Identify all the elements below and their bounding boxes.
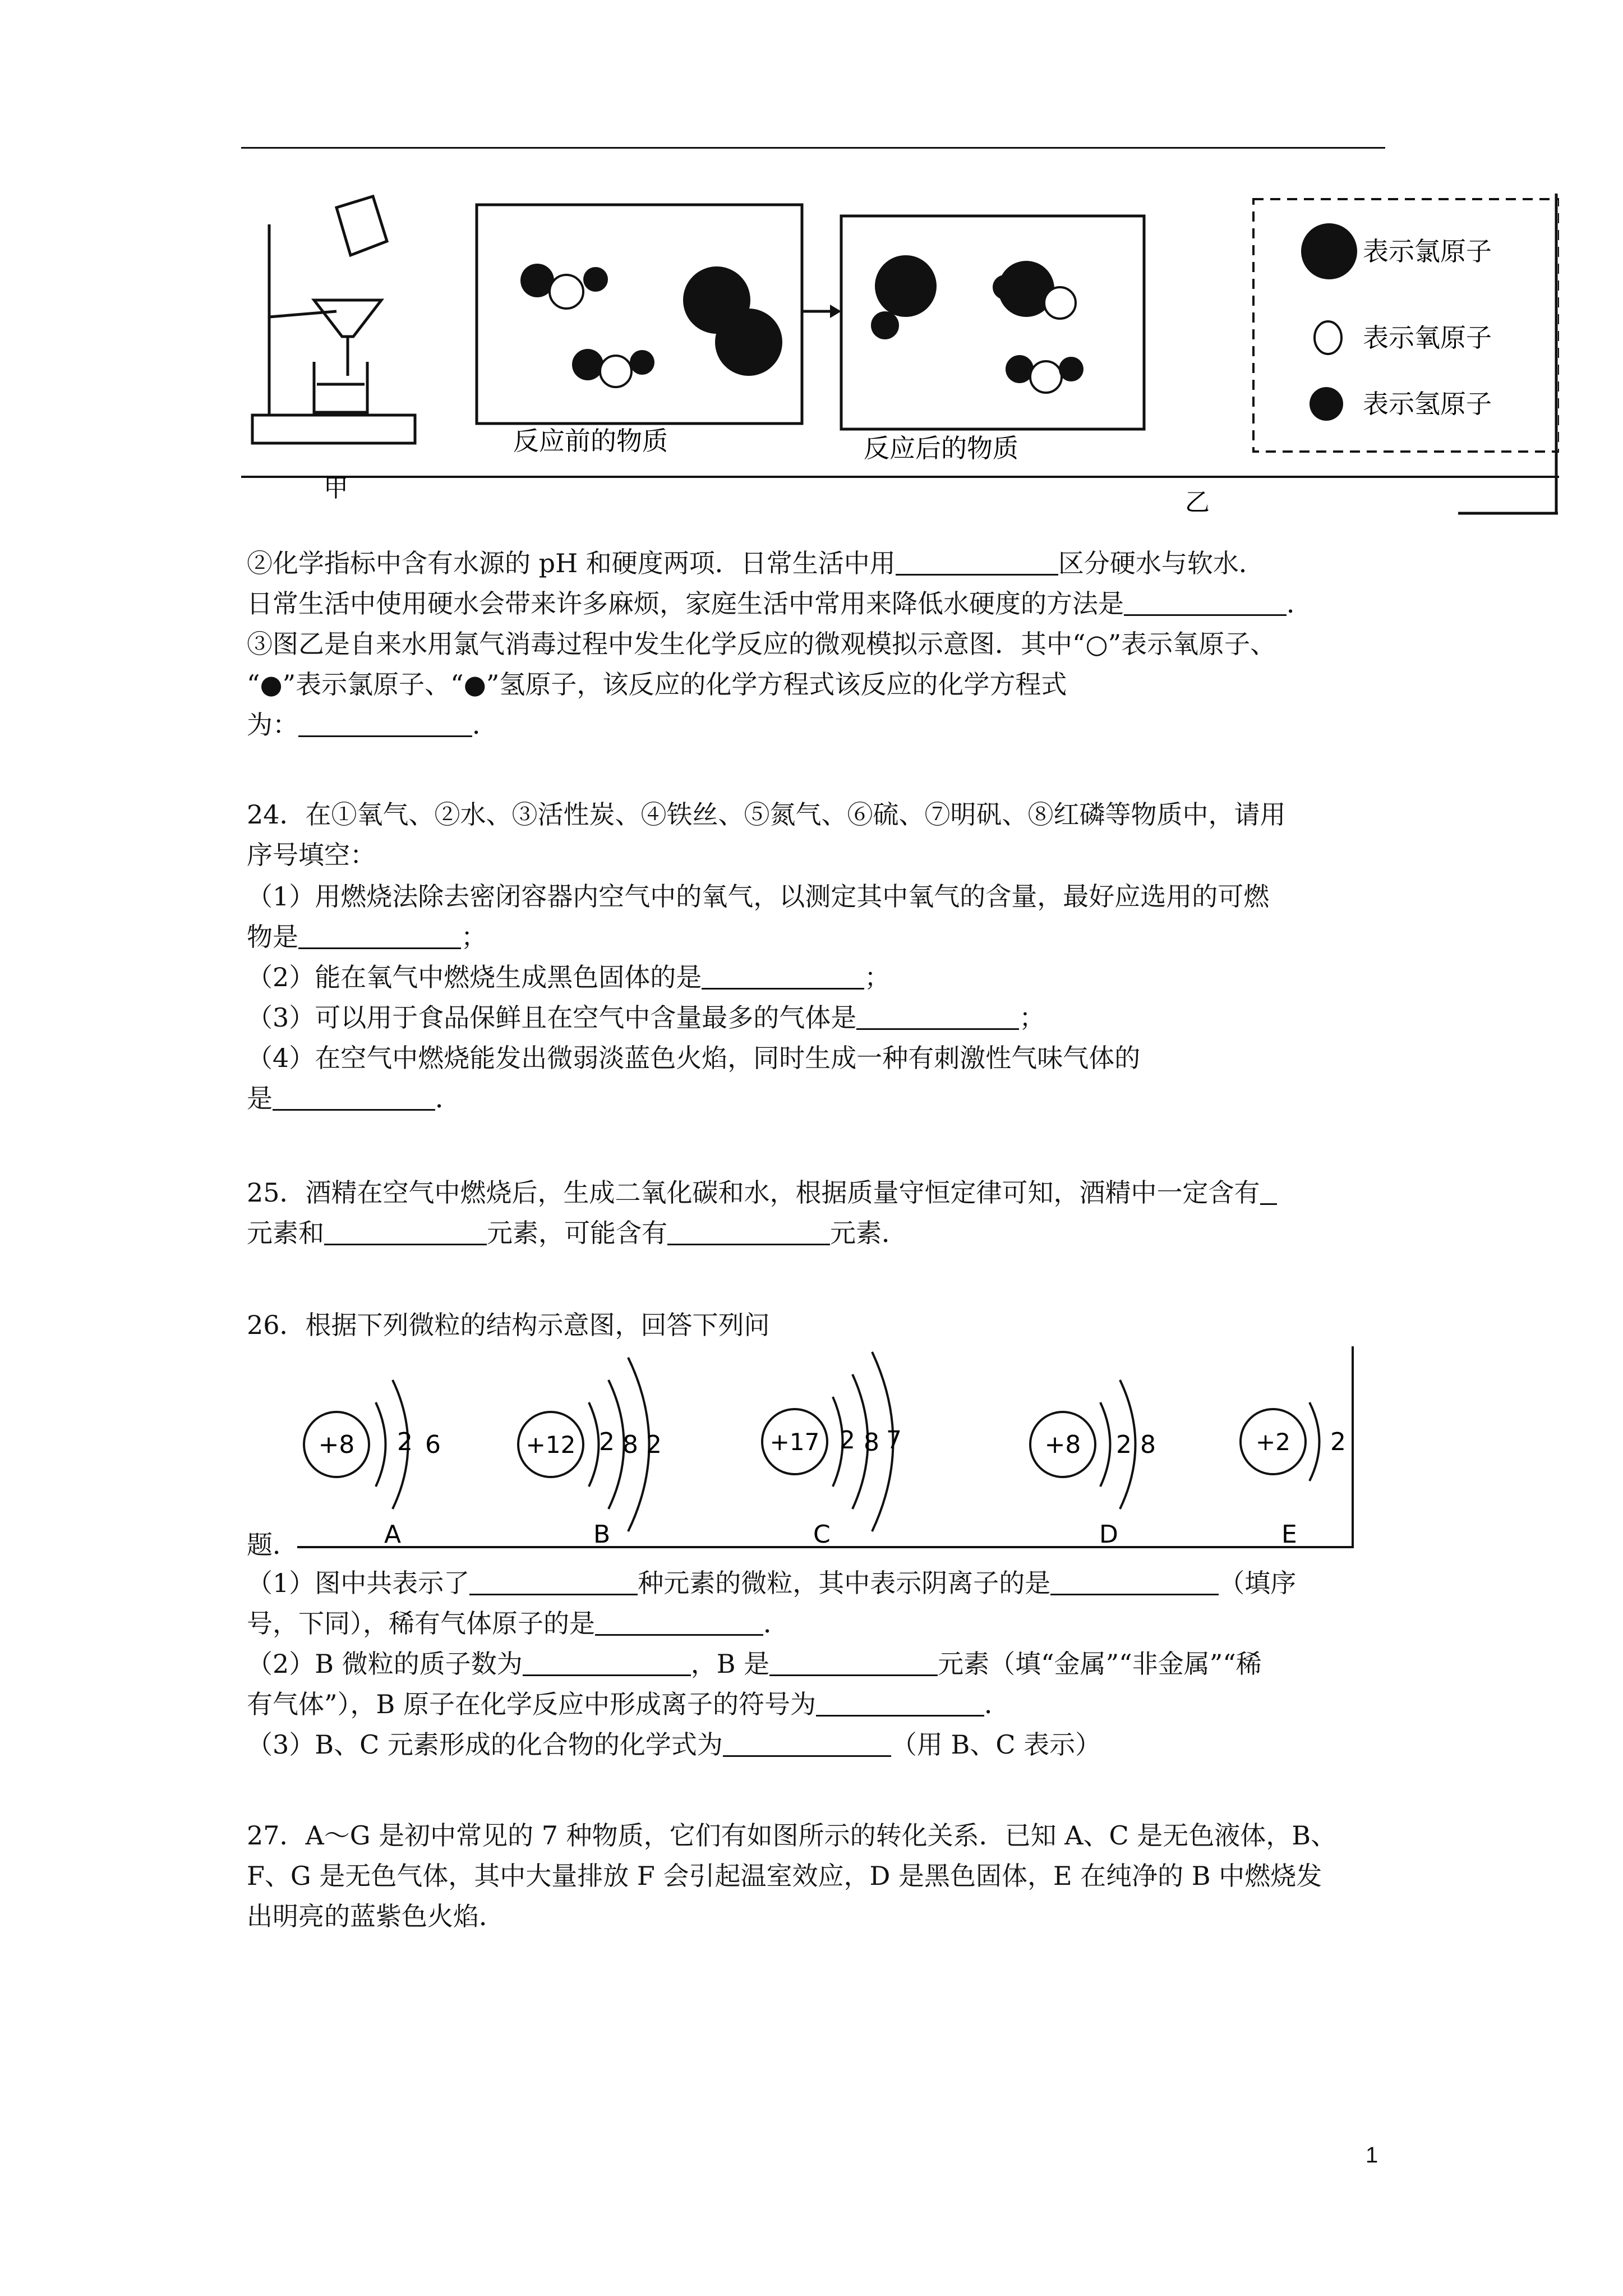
particle-c-diagram: [762, 1352, 902, 1549]
q24-s4-line2: 是 ．: [247, 1078, 461, 1119]
answer-blank[interactable]: [816, 1686, 984, 1717]
q23-p3-line3: 为： ．: [247, 705, 498, 745]
legend-chlorine-label: 表示氯原子: [1363, 236, 1492, 266]
svg-text:8: 8: [864, 1428, 879, 1457]
answer-blank[interactable]: [896, 545, 1058, 576]
q24-s1-line2: 物是 ；: [247, 917, 487, 957]
q24-intro-line1: 24．在①氧气、②水、③活性炭、④铁丝、⑤氮气、⑥硫、⑦明矾、⑧红磷等物质中，请用: [247, 799, 1286, 830]
answer-blank[interactable]: [298, 706, 472, 737]
answer-blank[interactable]: [1050, 1565, 1219, 1595]
answer-blank[interactable]: [324, 1214, 487, 1245]
particle-b-label: B: [593, 1520, 611, 1549]
q26-s2-line1: （2）B 微粒的质子数为 ，B 是 元素（填“金属”“非金属”“稀: [247, 1644, 1262, 1684]
particle-a-label: A: [384, 1520, 402, 1549]
svg-text:+8: +8: [318, 1430, 355, 1459]
svg-text:+17: +17: [769, 1428, 820, 1456]
molecule-before-chlorine: [683, 266, 782, 376]
answer-blank[interactable]: [667, 1214, 830, 1245]
svg-text:7: 7: [886, 1426, 902, 1455]
filtration-apparatus-illustration: [252, 196, 415, 443]
svg-text:8: 8: [623, 1430, 638, 1459]
q24-s4-line1: （4）在空气中燃烧能发出微弱淡蓝色火焰，同时生成一种有刺激性气味气体的: [247, 1043, 1141, 1073]
particle-e-label: E: [1281, 1520, 1297, 1549]
svg-text:2: 2: [646, 1430, 662, 1459]
answer-blank[interactable]: [469, 1565, 638, 1595]
q24-s3: （3）可以用于食品保鲜且在空气中含量最多的气体是 ；: [247, 997, 1045, 1038]
molecule-after-hcl: [871, 255, 937, 339]
svg-text:+2: +2: [1256, 1428, 1290, 1456]
molecule-before-water-2: [572, 349, 654, 387]
q24-intro-line2: 序号填空：: [247, 840, 376, 870]
particle-a-diagram: [304, 1380, 441, 1549]
answer-blank[interactable]: [298, 918, 461, 949]
reaction-arrow-icon: [830, 305, 841, 318]
oxygen-atom-legend-icon: [1315, 321, 1341, 354]
q23-p2-line2: 日常生活中使用硬水会带来许多麻烦，家庭生活中常用来降低水硬度的方法是 ．: [247, 583, 1312, 624]
molecule-after-hclo: [993, 261, 1076, 319]
answer-blank[interactable]: [523, 1645, 691, 1676]
q24-s1-line1: （1）用燃烧法除去密闭容器内空气中的氧气，以测定其中氧气的含量，最好应选用的可燃: [247, 881, 1270, 912]
q25-line2: 元素和 元素，可能含有 元素．: [247, 1213, 907, 1253]
q26-intro-tail: 题．: [247, 1530, 298, 1560]
molecule-before-water-1: [520, 264, 608, 309]
particle-b-diagram: [518, 1358, 662, 1549]
svg-text:+12: +12: [525, 1431, 576, 1458]
particle-c-label: C: [813, 1520, 831, 1549]
svg-text:2: 2: [840, 1426, 855, 1455]
page-number: 1: [1366, 2143, 1378, 2168]
q23-p3-line2: “●”表示氯原子、“●”氢原子，该反应的化学方程式该反应的化学方程式: [247, 669, 1067, 700]
q26-s1-line2: 号，下同），稀有气体原子的是 ．: [247, 1603, 789, 1644]
q23-p3-line1: ③图乙是自来水用氯气消毒过程中发生化学反应的微观模拟示意图．其中“○”表示氧原子、: [247, 629, 1276, 659]
legend-oxygen-label: 表示氧原子: [1363, 323, 1492, 353]
answer-blank[interactable]: [769, 1645, 938, 1676]
answer-blank[interactable]: [595, 1605, 763, 1636]
svg-text:2: 2: [1330, 1428, 1346, 1456]
answer-blank[interactable]: [1260, 1174, 1277, 1205]
q26-s3: （3）B、C 元素形成的化合物的化学式为 （用 B、C 表示）: [247, 1724, 1101, 1765]
q27-line2: F、G 是无色气体，其中大量排放 F 会引起温室效应，D 是黑色固体，E 在纯净的 B 中燃烧发: [247, 1861, 1322, 1891]
figure-top: [241, 191, 1559, 516]
q25-line1: 25．酒精在空气中燃烧后，生成二氧化碳和水，根据质量守恒定律可知，酒精中一定含有: [247, 1172, 1277, 1213]
answer-blank[interactable]: [273, 1080, 435, 1111]
header-rule: [241, 147, 1385, 149]
molecule-after-water: [1006, 355, 1083, 393]
svg-text:6: 6: [425, 1430, 441, 1459]
svg-text:2: 2: [599, 1428, 615, 1456]
svg-text:2: 2: [1116, 1430, 1132, 1459]
particle-d-label: D: [1099, 1520, 1118, 1549]
after-panel-label: 反应后的物质: [864, 433, 1018, 463]
chlorine-atom-legend-icon: [1301, 223, 1357, 279]
answer-blank[interactable]: [856, 999, 1019, 1030]
particle-e-diagram: [1241, 1402, 1346, 1549]
q26-s1-line1: （1）图中共表示了 种元素的微粒，其中表示阴离子的是 （填序: [247, 1563, 1296, 1603]
before-panel-label: 反应前的物质: [513, 426, 668, 456]
q27-line1: 27．A～G 是初中常见的 7 种物质，它们有如图所示的转化关系．已知 A、C 是无色液体，B、: [247, 1820, 1337, 1851]
svg-text:2: 2: [397, 1428, 413, 1456]
q24-s2: （2）能在氧气中燃烧生成黑色固体的是 ；: [247, 957, 890, 997]
answer-blank[interactable]: [1124, 585, 1287, 616]
q23-p2-line1: ②化学指标中含有水源的 pH 和硬度两项．日常生活中用 区分硬水与软水．: [247, 543, 1265, 583]
svg-text:8: 8: [1140, 1430, 1156, 1459]
answer-blank[interactable]: [702, 959, 864, 990]
hydrogen-atom-legend-icon: [1310, 387, 1343, 421]
particle-structure-diagrams: [297, 1341, 1363, 1554]
caption-yi: 乙: [1185, 488, 1210, 516]
answer-blank[interactable]: [723, 1726, 891, 1757]
q26-intro: 26．根据下列微粒的结构示意图，回答下列问: [247, 1310, 770, 1340]
particle-d-diagram: [1030, 1380, 1156, 1549]
caption-jia: 甲: [324, 474, 348, 503]
q27-line3: 出明亮的蓝紫色火焰．: [247, 1901, 505, 1931]
q26-s2-line2: 有气体”），B 原子在化学反应中形成离子的符号为 ．: [247, 1684, 1010, 1724]
svg-text:+8: +8: [1044, 1430, 1081, 1459]
legend-hydrogen-label: 表示氢原子: [1363, 389, 1492, 419]
